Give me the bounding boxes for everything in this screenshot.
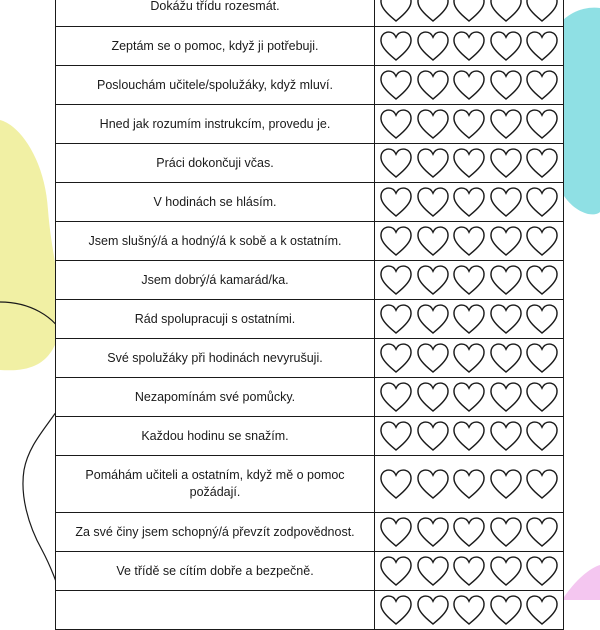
- heart-outline-icon[interactable]: [524, 186, 560, 218]
- statement-cell: Každou hodinu se snažím.: [56, 417, 375, 456]
- heart-outline-icon[interactable]: [524, 264, 560, 296]
- heart-outline-icon[interactable]: [415, 264, 451, 296]
- heart-outline-icon[interactable]: [378, 303, 414, 335]
- heart-outline-icon[interactable]: [415, 186, 451, 218]
- rating-cell: [375, 513, 564, 552]
- heart-outline-icon[interactable]: [524, 30, 560, 62]
- statement-cell: Jsem slušný/á a hodný/á k sobě a k ostatním.: [56, 222, 375, 261]
- heart-outline-icon[interactable]: [378, 594, 414, 626]
- statement-cell: Hned jak rozumím instrukcím, provedu je.: [56, 105, 375, 144]
- heart-outline-icon[interactable]: [451, 0, 487, 23]
- rating-cell: [375, 339, 564, 378]
- heart-outline-icon[interactable]: [378, 342, 414, 374]
- heart-outline-icon[interactable]: [524, 225, 560, 257]
- statement-cell: Své spolužáky při hodinách nevyrušuji.: [56, 339, 375, 378]
- rating-cell: [375, 378, 564, 417]
- heart-outline-icon[interactable]: [488, 108, 524, 140]
- heart-rating: [375, 516, 563, 548]
- heart-outline-icon[interactable]: [524, 342, 560, 374]
- heart-outline-icon[interactable]: [524, 69, 560, 101]
- heart-rating: [375, 147, 563, 179]
- table-row: [56, 66, 564, 105]
- heart-outline-icon[interactable]: [451, 225, 487, 257]
- self-evaluation-table: [55, 0, 564, 630]
- heart-outline-icon[interactable]: [524, 468, 560, 500]
- table-row: [56, 261, 564, 300]
- heart-outline-icon[interactable]: [415, 30, 451, 62]
- heart-rating: [375, 108, 563, 140]
- heart-outline-icon[interactable]: [415, 69, 451, 101]
- table-row: [56, 300, 564, 339]
- heart-rating: [375, 555, 563, 587]
- heart-rating: [375, 186, 563, 218]
- heart-outline-icon[interactable]: [415, 594, 451, 626]
- rating-cell: [375, 222, 564, 261]
- heart-outline-icon[interactable]: [488, 420, 524, 452]
- heart-outline-icon[interactable]: [488, 381, 524, 413]
- heart-rating: [375, 30, 563, 62]
- rating-cell: [375, 183, 564, 222]
- rating-cell: [375, 27, 564, 66]
- heart-outline-icon[interactable]: [488, 147, 524, 179]
- heart-outline-icon[interactable]: [415, 225, 451, 257]
- heart-outline-icon[interactable]: [488, 555, 524, 587]
- heart-outline-icon[interactable]: [451, 264, 487, 296]
- rating-cell: [375, 105, 564, 144]
- statement-cell: Pomáhám učiteli a ostatním, když mě o pomoc požádají.: [56, 456, 375, 513]
- table-row: [56, 417, 564, 456]
- statement-cell: [56, 591, 375, 630]
- heart-rating: [375, 225, 563, 257]
- rating-cell: [375, 0, 564, 27]
- heart-outline-icon[interactable]: [451, 516, 487, 548]
- heart-outline-icon[interactable]: [451, 147, 487, 179]
- heart-outline-icon[interactable]: [415, 420, 451, 452]
- heart-rating: [375, 594, 563, 626]
- heart-outline-icon[interactable]: [524, 420, 560, 452]
- table-row: [56, 0, 564, 27]
- heart-outline-icon[interactable]: [451, 555, 487, 587]
- heart-outline-icon[interactable]: [378, 264, 414, 296]
- table-row: [56, 339, 564, 378]
- heart-outline-icon[interactable]: [451, 30, 487, 62]
- statement-cell: Poslouchám učitele/spolužáky, když mluví.: [56, 66, 375, 105]
- heart-rating: [375, 69, 563, 101]
- heart-outline-icon[interactable]: [451, 108, 487, 140]
- table-row: [56, 552, 564, 591]
- heart-outline-icon[interactable]: [488, 0, 524, 23]
- heart-outline-icon[interactable]: [378, 69, 414, 101]
- heart-outline-icon[interactable]: [378, 381, 414, 413]
- heart-rating: [375, 0, 563, 23]
- heart-outline-icon[interactable]: [378, 468, 414, 500]
- yellow-blob: [0, 120, 61, 370]
- heart-outline-icon[interactable]: [524, 303, 560, 335]
- table-row: [56, 456, 564, 513]
- heart-outline-icon[interactable]: [488, 342, 524, 374]
- table-row: [56, 105, 564, 144]
- statement-cell: Rád spolupracuji s ostatními.: [56, 300, 375, 339]
- statement-cell: Dokážu třídu rozesmát.: [56, 0, 375, 27]
- statement-cell: V hodinách se hlásím.: [56, 183, 375, 222]
- heart-outline-icon[interactable]: [415, 555, 451, 587]
- heart-outline-icon[interactable]: [488, 186, 524, 218]
- heart-rating: [375, 303, 563, 335]
- rating-cell: [375, 417, 564, 456]
- statement-cell: Za své činy jsem schopný/á převzít zodpovědnost.: [56, 513, 375, 552]
- heart-outline-icon[interactable]: [451, 468, 487, 500]
- heart-outline-icon[interactable]: [378, 30, 414, 62]
- statement-cell: Práci dokončuji včas.: [56, 144, 375, 183]
- table-row: [56, 222, 564, 261]
- heart-rating: [375, 264, 563, 296]
- rating-cell: [375, 261, 564, 300]
- heart-outline-icon[interactable]: [415, 108, 451, 140]
- heart-outline-icon[interactable]: [415, 381, 451, 413]
- heart-outline-icon[interactable]: [378, 420, 414, 452]
- heart-outline-icon[interactable]: [451, 342, 487, 374]
- heart-outline-icon[interactable]: [451, 303, 487, 335]
- heart-outline-icon[interactable]: [378, 147, 414, 179]
- heart-outline-icon[interactable]: [451, 594, 487, 626]
- heart-outline-icon[interactable]: [524, 108, 560, 140]
- heart-outline-icon[interactable]: [451, 186, 487, 218]
- rating-cell: [375, 66, 564, 105]
- statement-cell: Ve třídě se cítím dobře a bezpečně.: [56, 552, 375, 591]
- heart-outline-icon[interactable]: [488, 516, 524, 548]
- heart-outline-icon[interactable]: [488, 225, 524, 257]
- heart-outline-icon[interactable]: [415, 342, 451, 374]
- table-row: [56, 183, 564, 222]
- heart-outline-icon[interactable]: [488, 468, 524, 500]
- heart-outline-icon[interactable]: [524, 147, 560, 179]
- table-row: [56, 27, 564, 66]
- statement-cell: Jsem dobrý/á kamarád/ka.: [56, 261, 375, 300]
- heart-outline-icon[interactable]: [415, 147, 451, 179]
- heart-outline-icon[interactable]: [488, 264, 524, 296]
- rating-cell: [375, 300, 564, 339]
- heart-outline-icon[interactable]: [378, 225, 414, 257]
- heart-outline-icon[interactable]: [378, 0, 414, 23]
- heart-rating: [375, 342, 563, 374]
- table-row: [56, 591, 564, 630]
- heart-outline-icon[interactable]: [524, 381, 560, 413]
- rating-cell: [375, 591, 564, 630]
- heart-outline-icon[interactable]: [378, 186, 414, 218]
- heart-outline-icon[interactable]: [524, 0, 560, 23]
- table-row: [56, 144, 564, 183]
- heart-outline-icon[interactable]: [488, 303, 524, 335]
- rating-cell: [375, 144, 564, 183]
- heart-outline-icon[interactable]: [378, 108, 414, 140]
- heart-outline-icon[interactable]: [415, 303, 451, 335]
- heart-outline-icon[interactable]: [451, 420, 487, 452]
- heart-outline-icon[interactable]: [488, 69, 524, 101]
- heart-outline-icon[interactable]: [524, 516, 560, 548]
- heart-outline-icon[interactable]: [415, 0, 451, 23]
- heart-outline-icon[interactable]: [415, 468, 451, 500]
- table-row: [56, 513, 564, 552]
- statement-cell: Nezapomínám své pomůcky.: [56, 378, 375, 417]
- heart-rating: [375, 381, 563, 413]
- heart-outline-icon[interactable]: [524, 555, 560, 587]
- heart-outline-icon[interactable]: [488, 594, 524, 626]
- rating-cell: [375, 552, 564, 591]
- statement-cell: Zeptám se o pomoc, když ji potřebuji.: [56, 27, 375, 66]
- heart-outline-icon[interactable]: [378, 555, 414, 587]
- heart-outline-icon[interactable]: [451, 381, 487, 413]
- heart-rating: [375, 420, 563, 452]
- heart-rating: [375, 468, 563, 500]
- heart-outline-icon[interactable]: [378, 516, 414, 548]
- rating-cell: [375, 456, 564, 513]
- heart-outline-icon[interactable]: [488, 30, 524, 62]
- heart-outline-icon[interactable]: [524, 594, 560, 626]
- table-row: [56, 378, 564, 417]
- heart-outline-icon[interactable]: [415, 516, 451, 548]
- heart-outline-icon[interactable]: [451, 69, 487, 101]
- pink-blob: [562, 565, 600, 600]
